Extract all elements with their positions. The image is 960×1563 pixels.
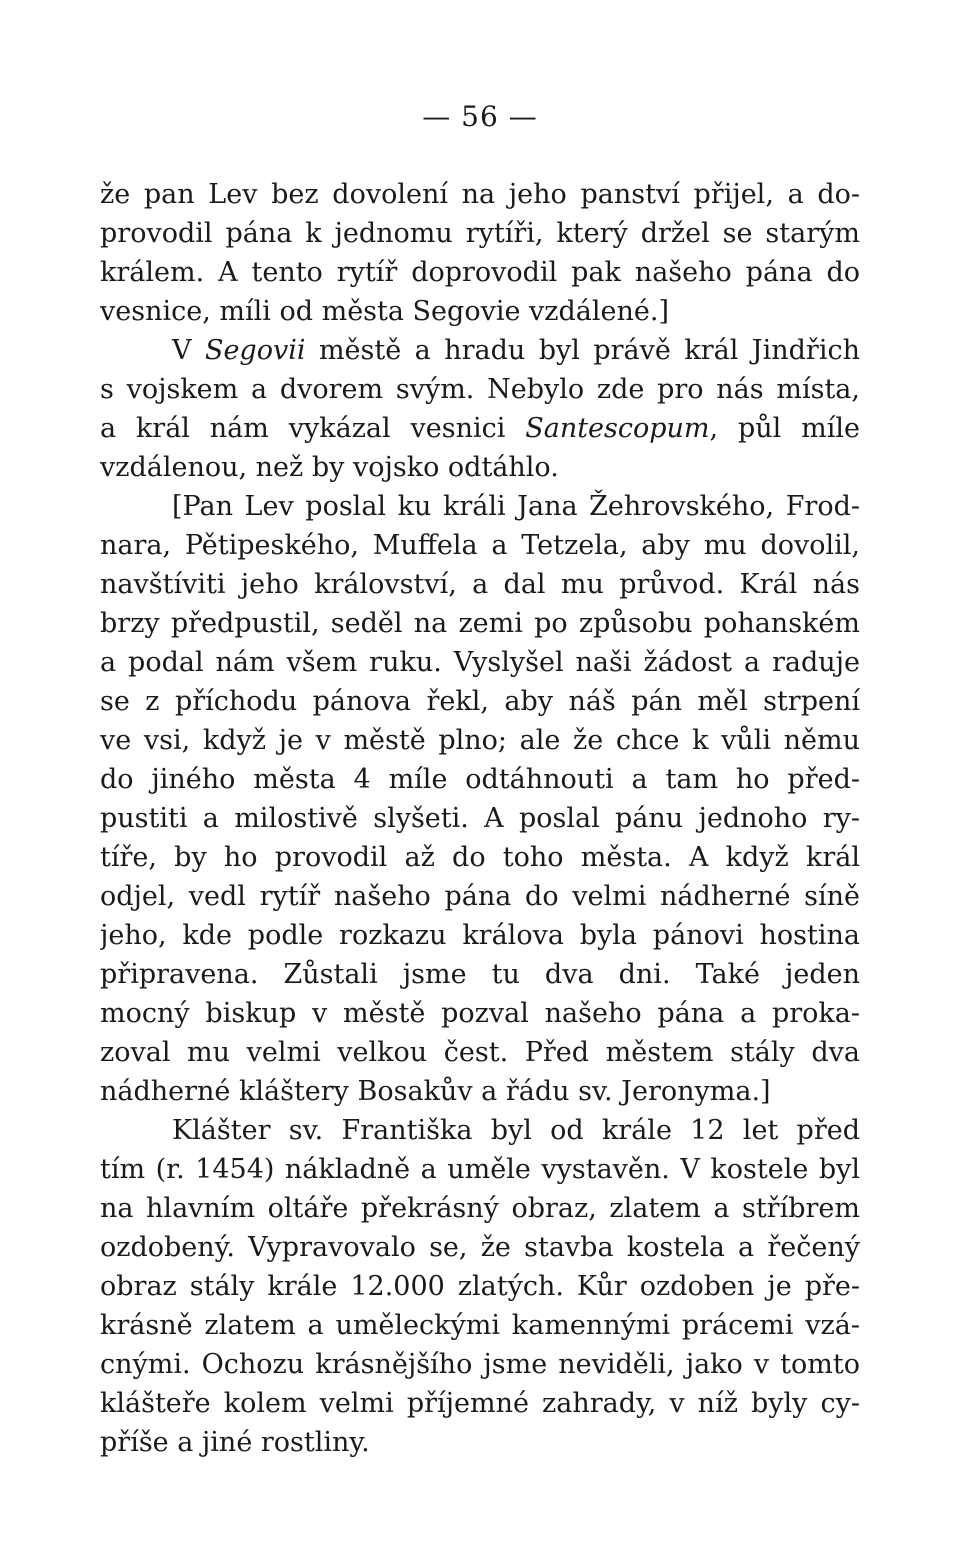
text-line: [Pan Lev poslal ku králi Jana Žehrovského, Frod- <box>172 491 860 522</box>
text-line: ve vsi, když je v městě plno; ale že chce k vůli němu <box>100 725 860 756</box>
text-line: ozdobený. Vypravovalo se, že stavba kostela a řečený <box>100 1232 860 1263</box>
text-line: obraz stály krále 12.000 zlatých. Kůr ozdoben je pře- <box>100 1271 860 1302</box>
text-line: na hlavním oltáře překrásný obraz, zlatem a stříbrem <box>100 1193 860 1224</box>
text-line: králem. A tento rytíř doprovodil pak našeho pána do <box>100 257 860 288</box>
text-line <box>100 331 860 370</box>
text-line: nara, Pětipeského, Muffela a Tetzela, aby mu dovolil, <box>100 530 860 561</box>
text-line: do jiného města 4 míle odtáhnouti a tam ho před- <box>100 764 860 795</box>
text-segment: V <box>172 335 205 366</box>
text-line: provodil pána k jednomu rytíři, který držel se starým <box>100 218 860 249</box>
text-line: a podal nám všem ruku. Vyslyšel naši žádost a raduje <box>100 647 860 678</box>
text-line: navštíviti jeho království, a dal mu průvod. Král nás <box>100 569 860 600</box>
text-line: tím (r. 1454) nákladně a uměle vystavěn. V kostele byl <box>100 1154 860 1185</box>
text-line: zoval mu velmi velkou čest. Před městem stály dva <box>100 1037 860 1068</box>
text-segment: městě a hradu byl právě král Jindřich <box>305 335 860 366</box>
text-line: s vojskem a dvorem svým. Nebylo zde pro nás místa, <box>100 374 860 405</box>
text-line: krásně zlatem a uměleckými kamennými prácemi vzá- <box>100 1310 860 1341</box>
text-line: klášteře kolem velmi příjemné zahrady, v níž byly cy- <box>100 1388 860 1419</box>
body-text <box>100 175 860 1462</box>
text-segment: , půl míle <box>709 413 860 444</box>
text-line: mocný biskup v městě pozval našeho pána a proka- <box>100 998 860 1029</box>
text-line: Klášter sv. Františka byl od krále 12 let před <box>172 1115 860 1146</box>
text-line: tíře, by ho provodil až do toho města. A když král <box>100 842 860 873</box>
text-line: cnými. Ochozu krásnějšího jsme neviděli, jako v tomto <box>100 1349 860 1380</box>
page-number: — 56 — <box>422 100 538 133</box>
paragraph <box>100 487 860 1111</box>
text-line: brzy předpustil, seděl na zemi po způsobu pohanském <box>100 608 860 639</box>
text-line: se z příchodu pánova řekl, aby náš pán měl strpení <box>100 686 860 717</box>
place-name-italic: Santescopum <box>525 413 710 444</box>
text-line: jeho, kde podle rozkazu králova byla pánovi hostina <box>100 920 860 951</box>
text-line: že pan Lev bez dovolení na jeho panství přijel, a do- <box>100 179 860 210</box>
text-line: nádherné kláštery Bosakův a řádu sv. Jeronyma.] <box>100 1076 771 1107</box>
place-name-italic: Segovii <box>204 335 306 366</box>
text-line: připravena. Zůstali jsme tu dva dni. Také jeden <box>100 959 860 990</box>
text-line: příše a jiné rostliny. <box>100 1427 370 1458</box>
text-line: vzdálenou, než by vojsko odtáhlo. <box>100 452 559 483</box>
paragraph <box>100 175 860 331</box>
paragraph <box>100 1111 860 1462</box>
text-line: odjel, vedl rytíř našeho pána do velmi nádherné síně <box>100 881 860 912</box>
text-line: vesnice, míli od města Segovie vzdálené.] <box>100 296 669 327</box>
paragraph <box>100 331 860 487</box>
text-line: pustiti a milostivě slyšeti. A poslal pánu jednoho ry- <box>100 803 860 834</box>
text-line <box>100 409 860 448</box>
text-segment: a král nám vykázal vesnici <box>100 413 526 444</box>
